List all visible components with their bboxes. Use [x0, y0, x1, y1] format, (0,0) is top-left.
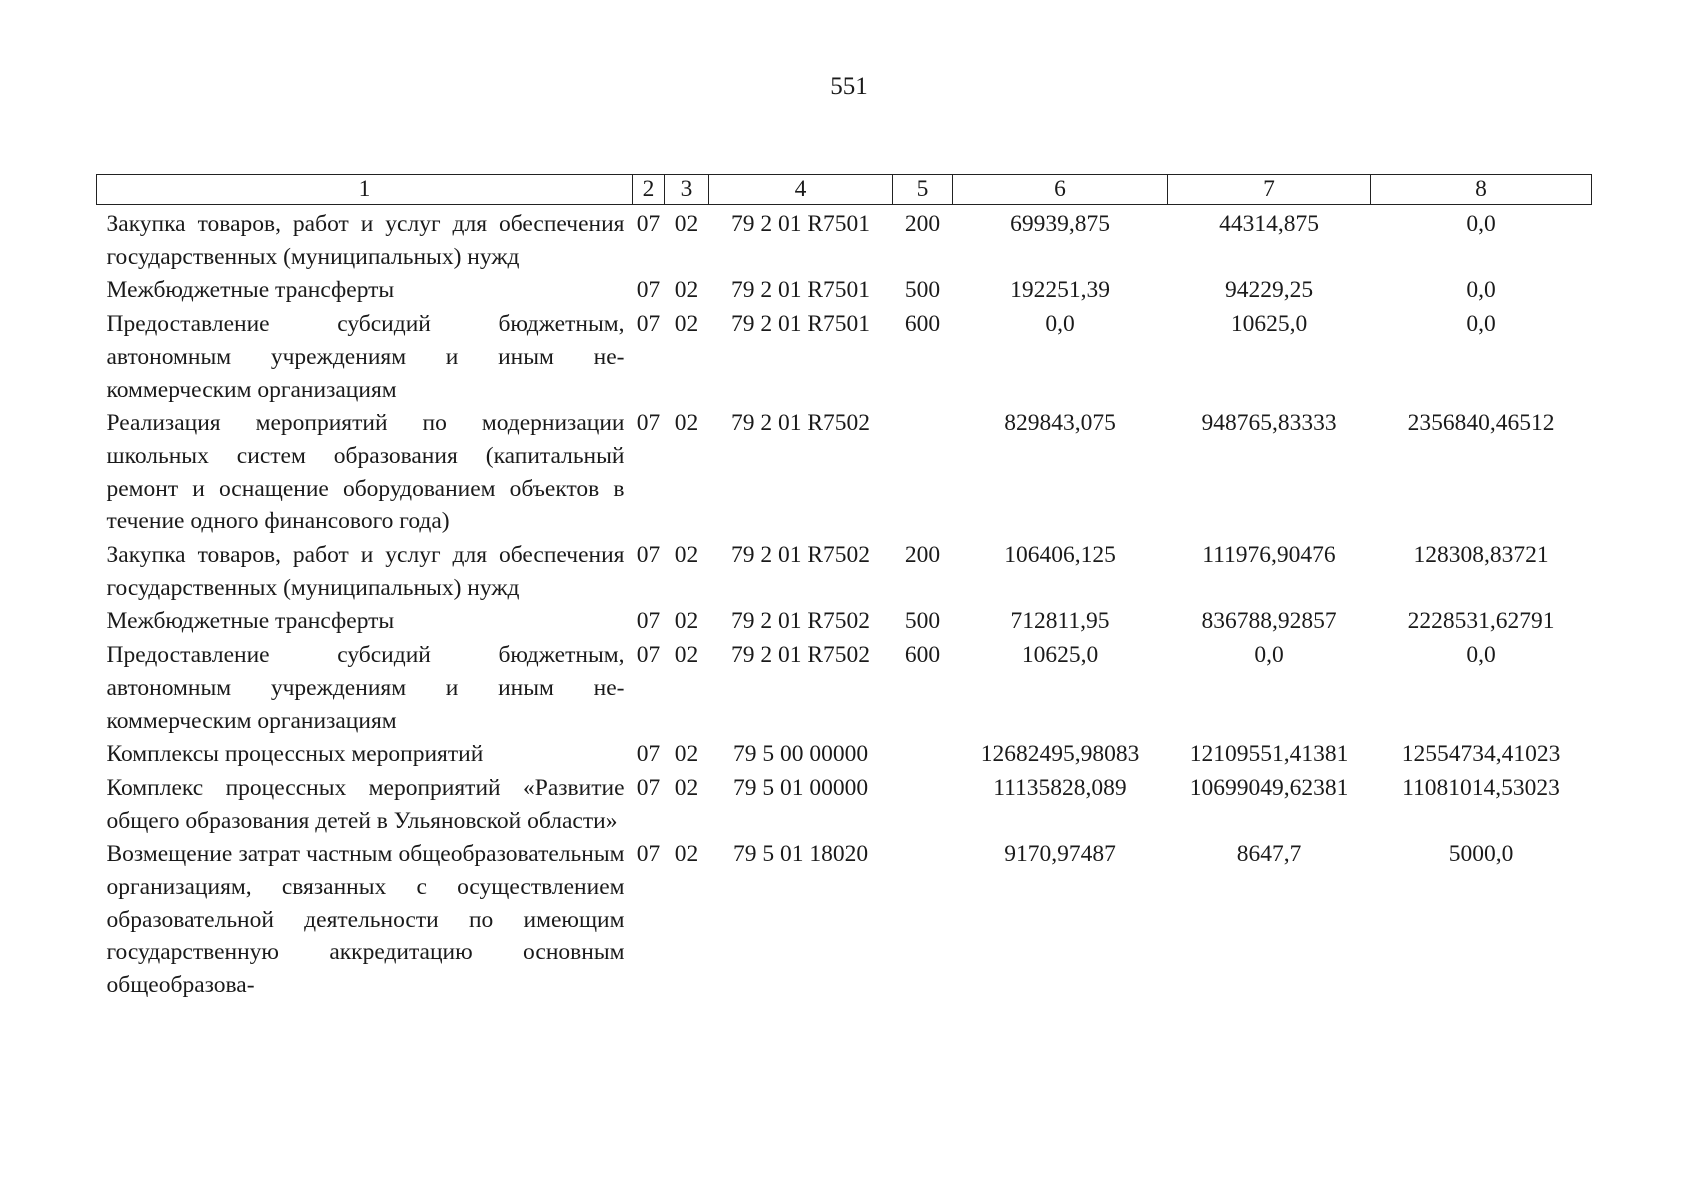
- row-expense-type: 600: [904, 642, 941, 669]
- row-name: Межбюджетные трансферты: [106, 277, 395, 304]
- row-value-6: 12682495,98083: [980, 741, 1140, 768]
- row-subsection: 02: [674, 608, 699, 635]
- row-name: Закупка товаров, работ и услуг для обеспечения государственных (муниципальных) нужд: [106, 211, 625, 270]
- row-section: 07: [636, 608, 661, 635]
- header-col-7: 7: [1168, 175, 1371, 205]
- page-number: 551: [830, 73, 868, 100]
- budget-table: [96, 174, 1592, 1002]
- row-expense-type: 500: [904, 608, 941, 635]
- table-row: [97, 273, 1592, 307]
- row-name: Предоставление субсидий бюджетным, автономным учреждениям и иным некоммерческим организациям: [106, 642, 625, 734]
- row-expense-type: 500: [904, 277, 941, 304]
- row-subsection: 02: [674, 311, 699, 338]
- row-value-8: 12554734,41023: [1401, 741, 1561, 768]
- row-value-7: 12109551,41381: [1189, 741, 1349, 768]
- row-name: Комплекс процессных мероприятий «Развитие общего образования детей в Ульяновской области»: [106, 774, 625, 834]
- row-subsection: 02: [674, 841, 699, 868]
- row-subsection: 02: [674, 542, 699, 569]
- row-value-8: 0,0: [1466, 211, 1496, 237]
- row-subsection: 02: [674, 642, 699, 669]
- row-section: 07: [636, 277, 661, 304]
- header-col-1: 1: [97, 175, 633, 205]
- table-row: [97, 604, 1592, 638]
- row-value-6: 9170,97487: [1004, 841, 1116, 868]
- row-name: Возмещение затрат частным общеобразовательным организациям, связанных с осуществлением образовательной деятельности по имеющим государственную аккредитацию основным общеобразова-: [106, 841, 625, 999]
- row-name: Межбюджетные трансферты: [106, 608, 395, 635]
- row-value-6: 712811,95: [1010, 608, 1110, 635]
- table-row: [97, 538, 1592, 604]
- table-header: [97, 175, 1592, 205]
- row-value-8: 0,0: [1466, 642, 1496, 669]
- table-row: [97, 771, 1592, 837]
- row-section: 07: [636, 642, 661, 669]
- row-section: 07: [636, 410, 661, 437]
- table-row: [97, 205, 1592, 274]
- row-value-6: 192251,39: [1010, 277, 1110, 304]
- row-name: Предоставление субсидий бюджетным, автономным учреждениям и иным некоммерческим организациям: [106, 311, 625, 403]
- row-expense-type: 200: [904, 542, 941, 569]
- row-target-code: 79 5 01 18020: [732, 841, 869, 868]
- row-target-code: 79 5 01 00000: [732, 774, 869, 801]
- row-value-7: 44314,875: [1219, 211, 1319, 237]
- row-target-code: 79 2 01 R7501: [730, 277, 871, 304]
- row-subsection: 02: [674, 741, 699, 768]
- row-value-8: 11081014,53023: [1402, 774, 1560, 801]
- row-value-6: 69939,875: [1010, 211, 1110, 237]
- row-target-code: 79 5 00 00000: [732, 741, 869, 768]
- row-name: Закупка товаров, работ и услуг для обеспечения государственных (муниципальных) нужд: [106, 542, 625, 601]
- row-expense-type: [893, 406, 953, 538]
- table-row: [97, 638, 1592, 737]
- row-section: 07: [636, 841, 661, 868]
- row-target-code: 79 2 01 R7502: [730, 410, 871, 437]
- row-section: 07: [636, 774, 661, 801]
- row-name: Комплексы процессных мероприятий: [106, 741, 484, 768]
- row-value-6: 829843,075: [1004, 410, 1116, 437]
- table-body: [97, 205, 1592, 1002]
- row-expense-type: 200: [904, 211, 941, 237]
- row-value-6: 11135828,089: [993, 774, 1127, 801]
- header-col-4: 4: [709, 175, 893, 205]
- row-value-8: 5000,0: [1448, 841, 1514, 868]
- table-row: [97, 307, 1592, 406]
- row-expense-type: [893, 837, 953, 1002]
- row-value-7: 111976,90476: [1202, 542, 1336, 569]
- table-row: [97, 406, 1592, 538]
- header-col-5: 5: [893, 175, 953, 205]
- row-target-code: 79 2 01 R7502: [730, 642, 871, 669]
- row-name: Реализация мероприятий по модернизации школьных систем образования (капитальный ремонт и оснащение оборудованием объектов в течение одного финансового года): [106, 410, 625, 535]
- row-value-6: 106406,125: [1004, 542, 1116, 569]
- header-row: [97, 175, 1592, 205]
- row-value-8: 2356840,46512: [1407, 410, 1555, 437]
- row-value-7: 10699049,62381: [1189, 774, 1349, 801]
- row-value-7: 8647,7: [1236, 841, 1302, 868]
- table-row: [97, 837, 1592, 1002]
- row-target-code: 79 2 01 R7502: [730, 608, 871, 635]
- header-col-2: 2: [633, 175, 665, 205]
- row-value-7: 10625,0: [1230, 311, 1308, 338]
- header-col-3: 3: [665, 175, 709, 205]
- header-col-8: 8: [1371, 175, 1592, 205]
- row-value-8: 0,0: [1466, 277, 1496, 304]
- row-section: 07: [636, 741, 661, 768]
- row-section: 07: [636, 211, 661, 237]
- row-subsection: 02: [674, 277, 699, 304]
- row-value-8: 2228531,62791: [1407, 608, 1555, 635]
- row-expense-type: 600: [904, 311, 941, 338]
- header-col-6: 6: [953, 175, 1168, 205]
- row-target-code: 79 2 01 R7501: [730, 311, 871, 338]
- row-subsection: 02: [674, 211, 699, 237]
- table-row: [97, 737, 1592, 771]
- row-value-8: 128308,83721: [1413, 542, 1549, 569]
- row-value-7: 94229,25: [1224, 277, 1314, 304]
- row-target-code: 79 2 01 R7501: [730, 211, 871, 237]
- row-value-7: 948765,83333: [1201, 410, 1337, 437]
- row-target-code: 79 2 01 R7502: [730, 542, 871, 569]
- row-subsection: 02: [674, 410, 699, 437]
- row-section: 07: [636, 542, 661, 569]
- row-value-6: 10625,0: [1021, 642, 1099, 669]
- row-value-6: 0,0: [1045, 311, 1075, 338]
- row-value-8: 0,0: [1466, 311, 1496, 338]
- row-expense-type: [893, 771, 953, 837]
- row-section: 07: [636, 311, 661, 338]
- row-value-7: 0,0: [1254, 642, 1284, 669]
- row-expense-type: [893, 737, 953, 771]
- row-subsection: 02: [674, 774, 699, 801]
- row-value-7: 836788,92857: [1201, 608, 1337, 635]
